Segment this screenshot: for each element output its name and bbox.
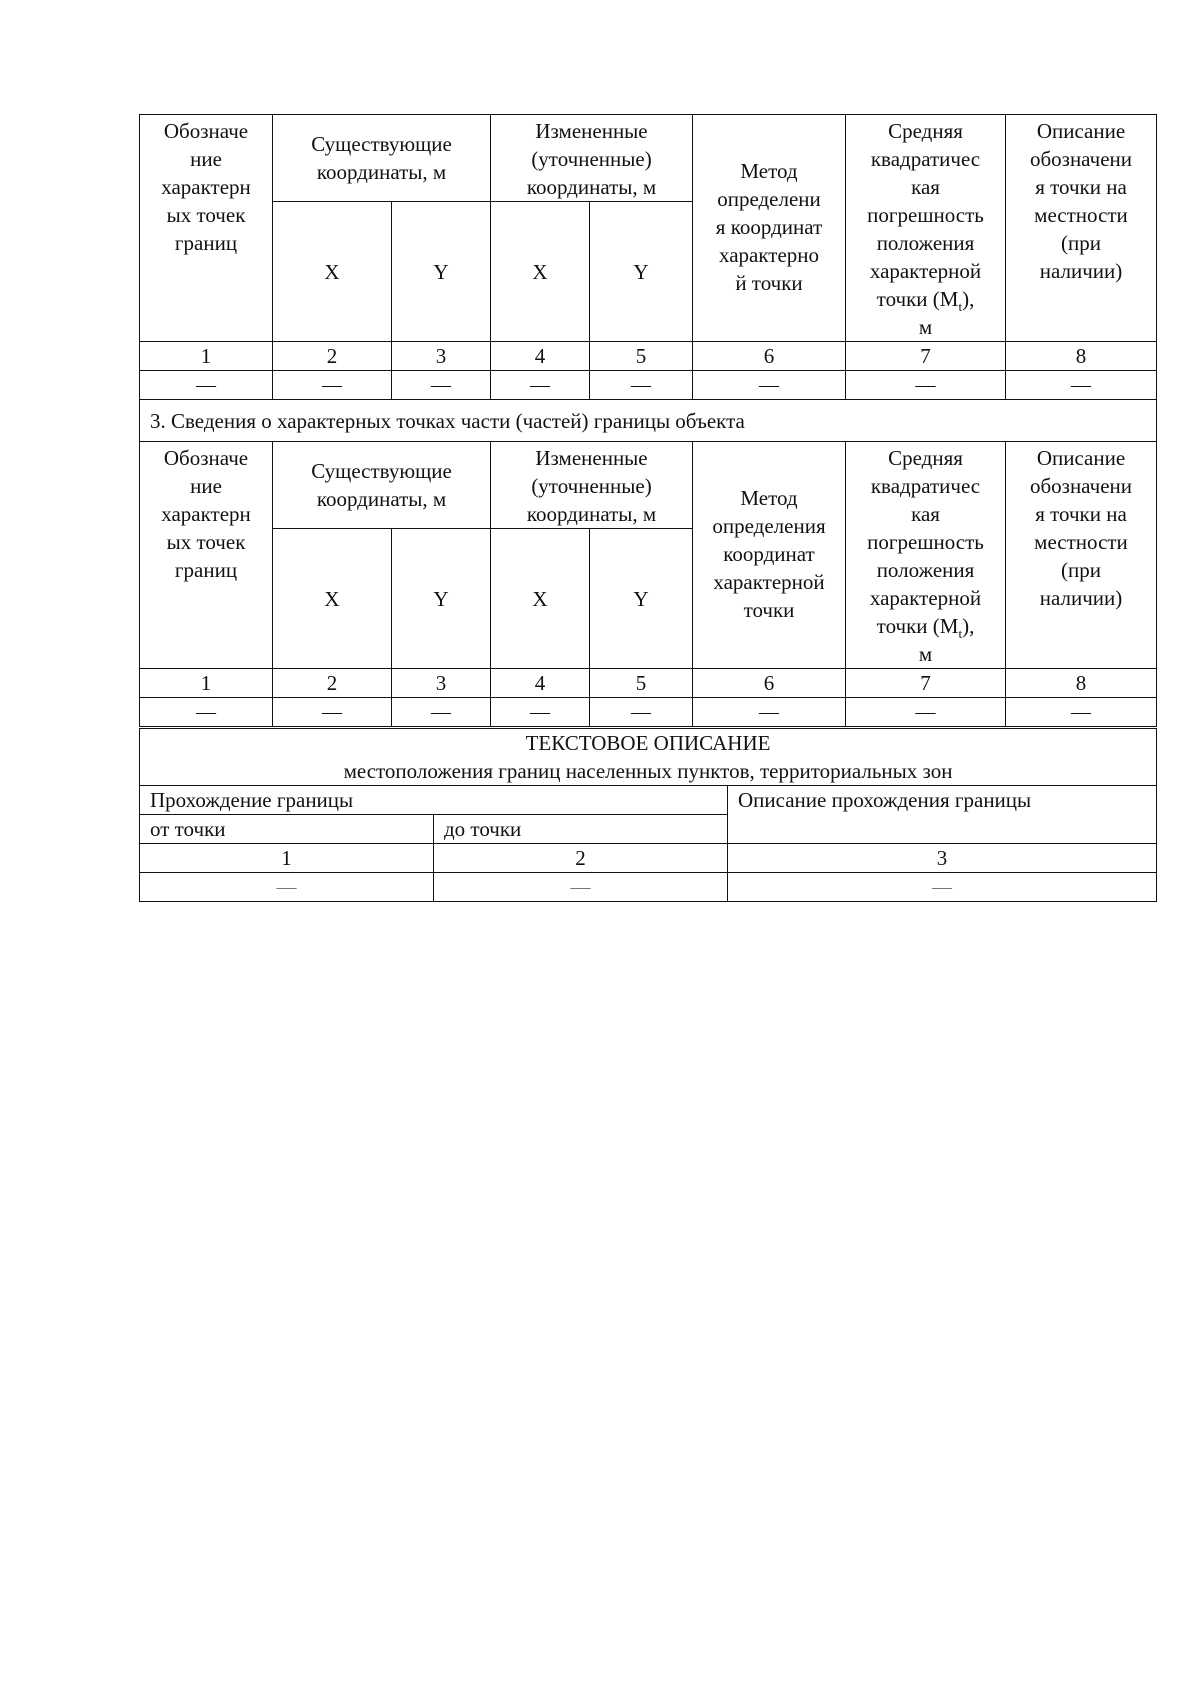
header-point-designation: Обозначе ние характерн ых точек границ	[140, 442, 273, 669]
col-number: 3	[392, 669, 491, 698]
dash-cell: —	[1006, 698, 1157, 727]
passage-row	[140, 786, 1157, 815]
col-number: 3	[392, 342, 491, 371]
col-number: 3	[728, 844, 1157, 873]
dash-cell: —	[273, 371, 392, 400]
header-y-changed: Y	[590, 202, 693, 342]
empty-data-row	[140, 371, 1157, 400]
header-description: Описание обозначени я точки на местности (при наличии)	[1006, 115, 1157, 342]
text-description-table	[139, 728, 1157, 902]
header-changed-coords: Измененные (уточненные) координаты, м	[491, 115, 693, 202]
header-existing-coords: Существующие координаты, м	[273, 442, 491, 529]
dash-cell: —	[392, 371, 491, 400]
empty-data-row-2	[140, 698, 1157, 727]
col-number: 4	[491, 669, 590, 698]
header-y-existing: Y	[392, 529, 491, 669]
col-number: 2	[273, 342, 392, 371]
coordinates-table	[139, 114, 1157, 727]
col-number: 1	[140, 844, 434, 873]
dash-cell: —	[590, 371, 693, 400]
header-point-designation: Обозначе ние характерн ых точек границ	[140, 115, 273, 342]
col-number: 7	[846, 342, 1006, 371]
header-method: Метод определени я координат характерно й точки	[693, 115, 846, 342]
header-x-changed: X	[491, 529, 590, 669]
dash-cell: —	[491, 698, 590, 727]
header-x-existing: X	[273, 202, 392, 342]
dash-cell: —	[392, 698, 491, 727]
dash-cell: —	[491, 371, 590, 400]
dash-cell: —	[140, 698, 273, 727]
col-number: 1	[140, 669, 273, 698]
section-3-title: 3. Сведения о характерных точках части (частей) границы объекта	[140, 400, 1157, 442]
header-existing-coords: Существующие координаты, м	[273, 115, 491, 202]
col-number: 8	[1006, 342, 1157, 371]
header-x-existing: X	[273, 529, 392, 669]
text-description-title: ТЕКСТОВОЕ ОПИСАНИЕ	[525, 731, 771, 755]
col-number: 5	[590, 669, 693, 698]
dash-cell: —	[140, 371, 273, 400]
dash-cell: —	[846, 371, 1006, 400]
section-3-row	[140, 400, 1157, 442]
header-error: Средняя квадратичес кая погрешность положения характерной точки $(M_t)$, м	[846, 442, 1006, 669]
header-x-changed: X	[491, 202, 590, 342]
text-description-subtitle: местоположения границ населенных пунктов, территориальных зон	[343, 759, 953, 783]
dash-cell: —	[846, 698, 1006, 727]
passage-label: Прохождение границы	[140, 786, 728, 815]
header-row-2	[140, 442, 1157, 529]
text-description-header	[140, 729, 1157, 786]
dash-cell: —	[693, 698, 846, 727]
col-number: 7	[846, 669, 1006, 698]
dash-cell: —	[590, 698, 693, 727]
dash-cell: —	[273, 698, 392, 727]
header-row	[140, 115, 1157, 202]
header-error: Средняя квадратичес кая погрешность положения характерной точки $(M_t)$, м	[846, 115, 1006, 342]
dash-cell: —	[693, 371, 846, 400]
text-description-header-row	[140, 729, 1157, 786]
col-number: 6	[693, 669, 846, 698]
col-number: 6	[693, 342, 846, 371]
column-number-row-2	[140, 669, 1157, 698]
col-number: 5	[590, 342, 693, 371]
header-description: Описание обозначени я точки на местности (при наличии)	[1006, 442, 1157, 669]
header-y-changed: Y	[590, 529, 693, 669]
col-number: 4	[491, 342, 590, 371]
col-number: 2	[273, 669, 392, 698]
passage-description-label: Описание прохождения границы	[728, 786, 1157, 844]
col-number: 8	[1006, 669, 1157, 698]
col-number: 1	[140, 342, 273, 371]
header-method: Метод определения координат характерной точки	[693, 442, 846, 669]
dash-cell: —	[728, 873, 1157, 902]
empty-data-row-3	[140, 873, 1157, 902]
dash-cell: —	[434, 873, 728, 902]
column-number-row	[140, 342, 1157, 371]
header-changed-coords: Измененные (уточненные) координаты, м	[491, 442, 693, 529]
col-number: 2	[434, 844, 728, 873]
dash-cell: —	[1006, 371, 1157, 400]
dash-cell: —	[140, 873, 434, 902]
from-point-label: от точки	[140, 815, 434, 844]
header-y-existing: Y	[392, 202, 491, 342]
column-number-row-3	[140, 844, 1157, 873]
to-point-label: до точки	[434, 815, 728, 844]
